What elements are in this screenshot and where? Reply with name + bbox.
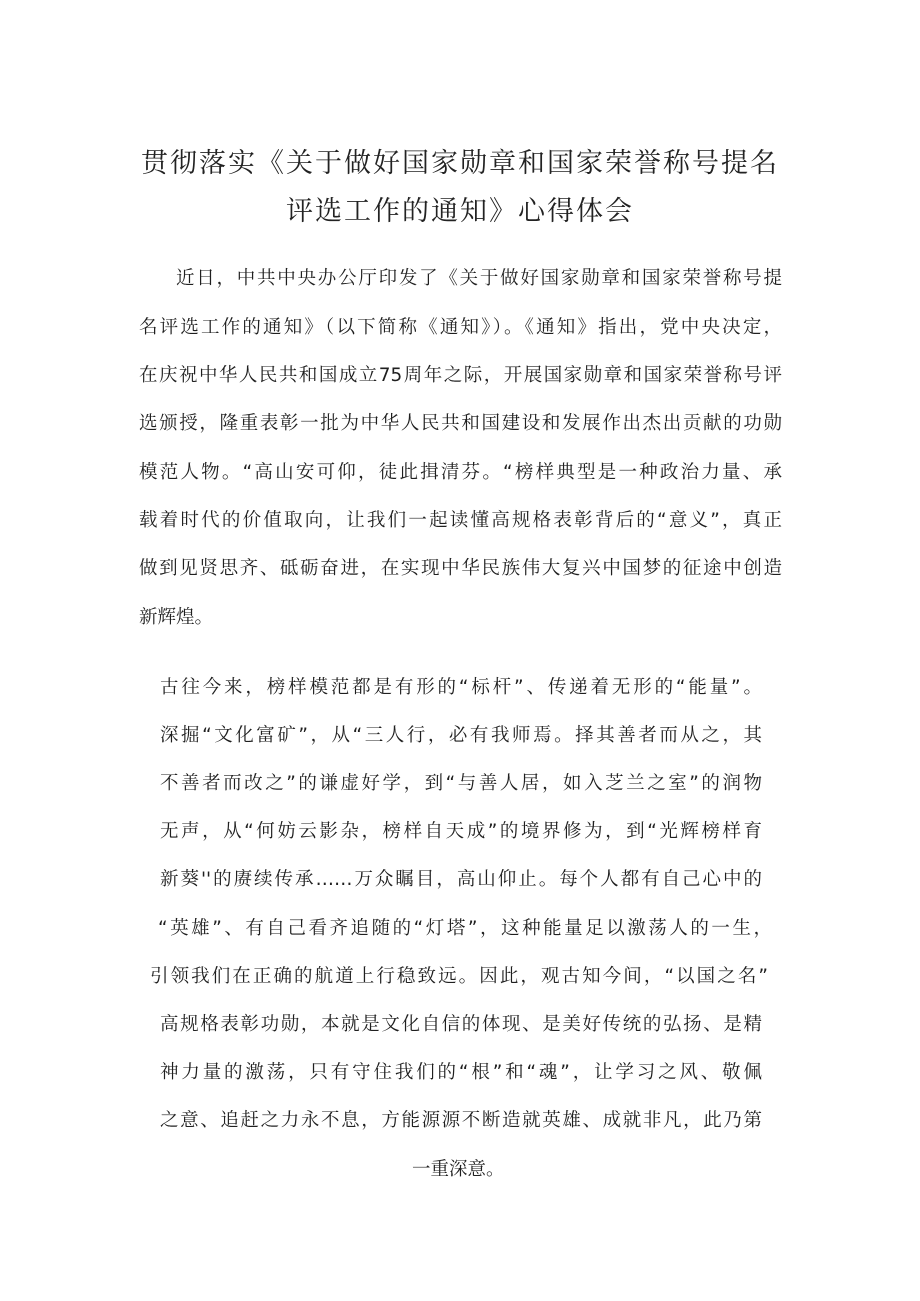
paragraph-1-line-8: 新辉煌。 [139, 607, 214, 628]
paragraph-1-line-4: 选颁授，隆重表彰一批为中华人民共和国建设和发展作出杰出贡献的功勋 [139, 413, 782, 434]
paragraph-1-line-5: 模范人物。“高山安可仰，徒此揖清芬。“榜样典型是一种政治力量、承 [139, 462, 782, 483]
paragraph-2-line-1: 古往今来，榜样模范都是有形的“标杆”、传递着无形的“能量”。 [160, 677, 762, 698]
paragraph-2-line-8: 高规格表彰功勋，本就是文化自信的体现、是美好传统的弘扬、是精 [160, 1014, 762, 1035]
paragraph-2-line-5: 新葵''的赓续传承……万众瞩目，高山仰止。每个人都有自己心中的 [160, 869, 762, 890]
paragraph-2-line-11: 一重深意。 [412, 1159, 505, 1180]
paragraph-1-line-2: 名评选工作的通知》（以下简称《通知》）。《通知》指出，党中央决定， [139, 317, 782, 338]
paragraph-2-line-9: 神力量的激荡，只有守住我们的“根”和“魂”，让学习之风、敬佩 [160, 1062, 762, 1083]
paragraph-2-line-4: 无声，从“何妨云影杂，榜样自天成”的境界修为，到“光辉榜样育 [160, 821, 762, 842]
paragraph-1-line-6: 载着时代的价值取向，让我们一起读懂高规格表彰背后的“意义”，真正 [139, 510, 782, 531]
paragraph-2-line-2: 深掘“文化富矿”，从“三人行，必有我师焉。择其善者而从之，其 [160, 725, 762, 746]
paragraph-2-line-10: 之意、追赶之力永不息，方能源源不断造就英雄、成就非凡，此乃第 [160, 1110, 762, 1131]
document-title-line-1: 贯彻落实《关于做好国家勋章和国家荣誉称号提名 [141, 148, 779, 179]
paragraph-1-line-1: 近日，中共中央办公厅印发了《关于做好国家勋章和国家荣誉称号提 [176, 268, 782, 289]
paragraph-1-line-7: 做到见贤思齐、砥砺奋进，在实现中华民族伟大复兴中国梦的征途中创造 [139, 558, 782, 579]
paragraph-2-line-6: “英雄”、有自己看齐追随的“灯塔”，这种能量足以激荡人的一生， [158, 918, 772, 939]
paragraph-2-line-3: 不善者而改之”的谦虚好学，到“与善人居，如入芝兰之室”的润物 [160, 773, 762, 794]
paragraph-2-line-7: 引领我们在正确的航道上行稳致远。因此，观古知今间，“以国之名” [150, 966, 768, 987]
paragraph-1-line-3: 在庆祝中华人民共和国成立75周年之际，开展国家勋章和国家荣誉称号评 [139, 365, 782, 386]
document-title-line-2: 评选工作的通知》心得体会 [286, 196, 634, 227]
